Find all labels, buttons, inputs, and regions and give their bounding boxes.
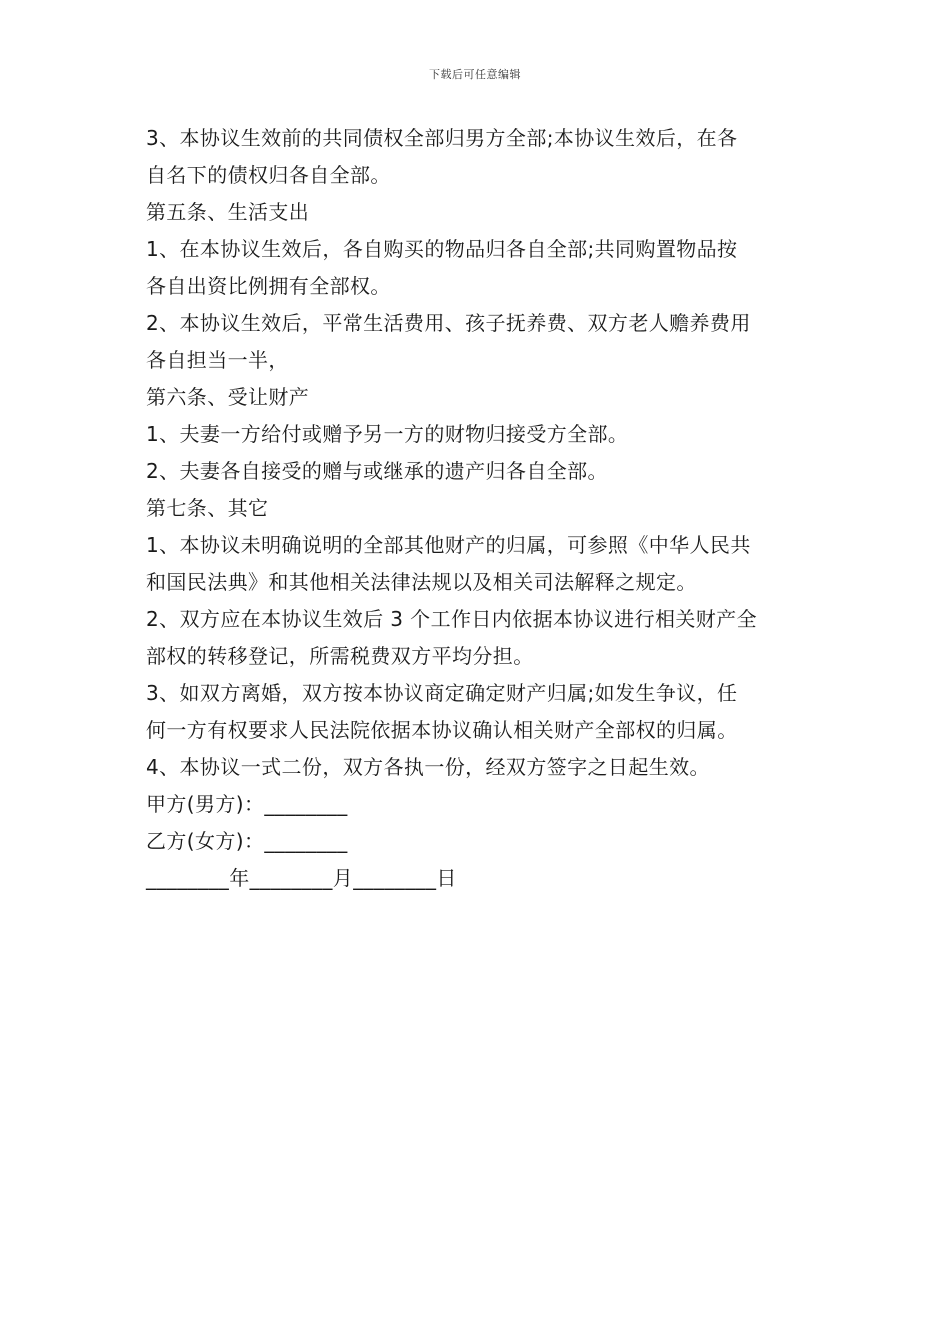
text-line: 各自担当一半，: [146, 348, 289, 372]
section-heading: 第五条、生活支出: [146, 200, 310, 224]
signature-party-b: 乙方(女方)：________: [146, 829, 348, 853]
text-line: 1、夫妻一方给付或赠予另一方的财物归接受方全部。: [146, 422, 629, 446]
signature-date: ________年________月________日: [146, 866, 457, 890]
signature-party-a: 甲方(男方)：________: [146, 792, 348, 816]
text-line: 3、如双方离婚，双方按本协议商定确定财产归属;如发生争议，任: [146, 681, 738, 705]
text-line: 1、本协议未明确说明的全部其他财产的归属，可参照《中华人民共: [146, 533, 751, 557]
text-line: 部权的转移登记，所需税费双方平均分担。: [146, 644, 534, 668]
text-line: 2、本协议生效后，平常生活费用、孩子抚养费、双方老人赡养费用: [146, 311, 751, 335]
document-body: [146, 120, 811, 897]
text-line: 自名下的债权归各自全部。: [146, 163, 391, 187]
text-line: 2、双方应在本协议生效后 3 个工作日内依据本协议进行相关财产全: [146, 607, 757, 631]
text-line: 何一方有权要求人民法院依据本协议确认相关财产全部权的归属。: [146, 718, 738, 742]
section-heading: 第六条、受让财产: [146, 385, 310, 409]
text-line: 和国民法典》和其他相关法律法规以及相关司法解释之规定。: [146, 570, 697, 594]
text-line: 各自出资比例拥有全部权。: [146, 274, 391, 298]
text-line: 3、本协议生效前的共同债权全部归男方全部;本协议生效后，在各: [146, 126, 738, 150]
text-line: 2、夫妻各自接受的赠与或继承的遗产归各自全部。: [146, 459, 608, 483]
section-heading: 第七条、其它: [146, 496, 269, 520]
text-line: 4、本协议一式二份，双方各执一份，经双方签字之日起生效。: [146, 755, 710, 779]
text-line: 1、在本协议生效后，各自购买的物品归各自全部;共同购置物品按: [146, 237, 738, 261]
page-header-note: 下载后可任意编辑: [429, 68, 521, 81]
